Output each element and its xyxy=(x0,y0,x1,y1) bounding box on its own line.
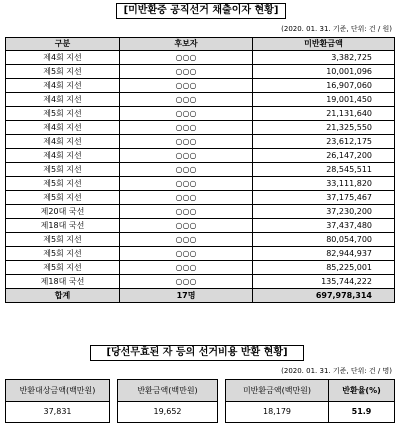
table-row xyxy=(6,135,395,149)
row-category: 제5회 지선 xyxy=(6,163,120,177)
return-header-row xyxy=(6,380,395,402)
row-candidate: ○○○ xyxy=(120,177,253,191)
section2-unit-note: (2020. 01. 31. 기준, 단위: 건 / 명) xyxy=(281,367,392,375)
table-header-row xyxy=(6,38,395,51)
row-amount: 21,131,640 xyxy=(253,107,395,121)
row-amount: 23,612,175 xyxy=(253,135,395,149)
row-amount: 33,111,820 xyxy=(253,177,395,191)
row-category: 제20대 국선 xyxy=(6,205,120,219)
row-amount: 19,001,450 xyxy=(253,93,395,107)
table-row xyxy=(6,93,395,107)
table-row xyxy=(6,219,395,233)
row-category: 제18대 국선 xyxy=(6,275,120,289)
table-row xyxy=(6,107,395,121)
row-category: 제5회 지선 xyxy=(6,191,120,205)
header-amount: 미반환금액 xyxy=(253,38,395,51)
row-category: 제4회 지선 xyxy=(6,149,120,163)
row-category: 제5회 지선 xyxy=(6,247,120,261)
row-category: 제5회 지선 xyxy=(6,233,120,247)
row-candidate: ○○○ xyxy=(120,219,253,233)
total-count: 17명 xyxy=(120,289,253,303)
total-label: 합계 xyxy=(6,289,120,303)
header-return-rate: 반환율(%) xyxy=(329,380,395,402)
row-candidate: ○○○ xyxy=(120,79,253,93)
row-candidate: ○○○ xyxy=(120,121,253,135)
header-return-target: 반환대상금액(백만원) xyxy=(6,380,110,402)
total-row xyxy=(6,289,395,303)
row-amount: 10,001,096 xyxy=(253,65,395,79)
value-returned: 19,652 xyxy=(118,402,218,423)
section2-title: [당선무효된 자 등의 선거비용 반환 현황] xyxy=(90,345,304,361)
row-amount: 82,944,937 xyxy=(253,247,395,261)
row-amount: 135,744,222 xyxy=(253,275,395,289)
row-category: 제4회 지선 xyxy=(6,93,120,107)
total-amount: 697,978,314 xyxy=(253,289,395,303)
row-candidate: ○○○ xyxy=(120,135,253,149)
row-category: 제5회 지선 xyxy=(6,177,120,191)
row-candidate: ○○○ xyxy=(120,247,253,261)
row-candidate: ○○○ xyxy=(120,65,253,79)
row-candidate: ○○○ xyxy=(120,191,253,205)
row-amount: 3,382,725 xyxy=(253,51,395,65)
row-amount: 37,175,467 xyxy=(253,191,395,205)
row-amount: 37,437,480 xyxy=(253,219,395,233)
section1-title: [미반환중 공직선거 채출이자 현황] xyxy=(116,3,286,19)
column-gap xyxy=(218,380,226,402)
row-amount: 28,545,511 xyxy=(253,163,395,177)
row-category: 제5회 지선 xyxy=(6,107,120,121)
row-candidate: ○○○ xyxy=(120,149,253,163)
row-amount: 21,325,550 xyxy=(253,121,395,135)
election-cost-return-table xyxy=(5,379,395,423)
section1-unit-note: (2020. 01. 31. 기준, 단위: 건 / 원) xyxy=(281,25,392,33)
row-candidate: ○○○ xyxy=(120,233,253,247)
table-row xyxy=(6,121,395,135)
table-row xyxy=(6,275,395,289)
row-category: 제5회 지선 xyxy=(6,261,120,275)
row-candidate: ○○○ xyxy=(120,275,253,289)
value-return-rate: 51.9 xyxy=(329,402,395,423)
row-amount: 16,907,060 xyxy=(253,79,395,93)
row-candidate: ○○○ xyxy=(120,205,253,219)
row-amount: 37,230,200 xyxy=(253,205,395,219)
table-row xyxy=(6,177,395,191)
row-amount: 85,225,001 xyxy=(253,261,395,275)
row-candidate: ○○○ xyxy=(120,261,253,275)
value-return-target: 37,831 xyxy=(6,402,110,423)
table-row xyxy=(6,261,395,275)
row-amount: 26,147,200 xyxy=(253,149,395,163)
header-candidate: 후보자 xyxy=(120,38,253,51)
header-returned: 반환금액(백만원) xyxy=(118,380,218,402)
table-row xyxy=(6,247,395,261)
row-candidate: ○○○ xyxy=(120,163,253,177)
table-row xyxy=(6,205,395,219)
table-row xyxy=(6,65,395,79)
column-gap xyxy=(110,380,118,402)
value-unreturned: 18,179 xyxy=(226,402,329,423)
table-row xyxy=(6,51,395,65)
row-category: 제5회 지선 xyxy=(6,65,120,79)
row-candidate: ○○○ xyxy=(120,107,253,121)
table-row xyxy=(6,79,395,93)
row-category: 제4회 지선 xyxy=(6,121,120,135)
header-category: 구분 xyxy=(6,38,120,51)
row-category: 제4회 지선 xyxy=(6,51,120,65)
table-row xyxy=(6,191,395,205)
unreturned-amount-table xyxy=(5,37,395,303)
row-category: 제18대 국선 xyxy=(6,219,120,233)
row-amount: 80,054,700 xyxy=(253,233,395,247)
column-gap xyxy=(218,402,226,423)
row-category: 제4회 지선 xyxy=(6,135,120,149)
header-unreturned: 미반환금액(백만원) xyxy=(226,380,329,402)
row-candidate: ○○○ xyxy=(120,93,253,107)
row-candidate: ○○○ xyxy=(120,51,253,65)
return-value-row xyxy=(6,402,395,423)
table-row xyxy=(6,233,395,247)
row-category: 제4회 지선 xyxy=(6,79,120,93)
table-row xyxy=(6,149,395,163)
column-gap xyxy=(110,402,118,423)
table-row xyxy=(6,163,395,177)
